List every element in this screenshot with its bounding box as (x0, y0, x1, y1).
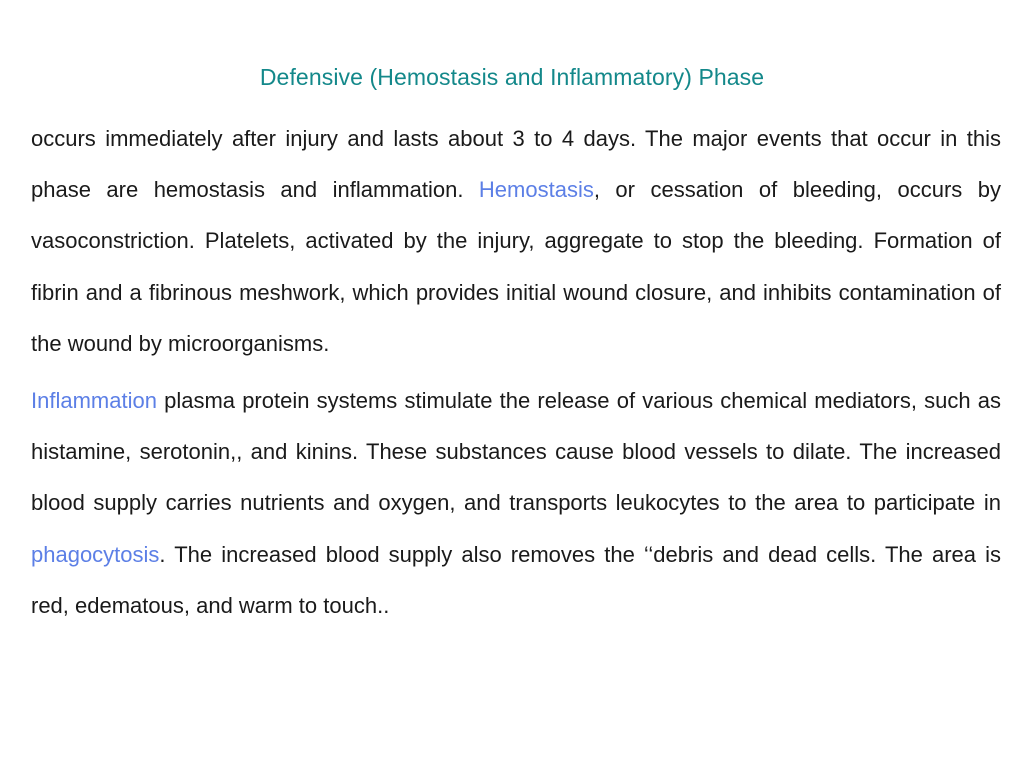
hemostasis-term[interactable]: Hemostasis (478, 177, 594, 203)
phagocytosis-term[interactable]: phagocytosis (31, 541, 160, 567)
slide-title: Defensive (Hemostasis and Inflammatory) Phase (259, 64, 765, 90)
paragraph1-text-part1: occurs immediately after injury and lasts about 3 to 4 days. The major events that occur in this phase are hemostasis and inflammation. (31, 126, 1001, 203)
paragraph2-text-part1: plasma protein systems stimulate the release of various chemical mediators, such as histamine, serotonin,, and kinins. These substances cause blood vessels to dilate. The increased blood supply carries nutrients and oxygen, and transports leukocytes to the area to participate in (31, 388, 1001, 516)
paragraph-hemostasis (31, 113, 1001, 369)
paragraph2-text-part2: . The increased blood supply also removes the ‘‘debris and dead cells. The area is red, edematous, and warm to touch.. (31, 541, 1001, 618)
inflammation-term[interactable]: Inflammation (31, 388, 157, 413)
paragraph1-text-part2: , or cessation of bleeding, occurs by vasoconstriction. Platelets, activated by the injury, aggregate to stop the bleeding. Formation of fibrin and a fibrinous meshwork, which provides initial wound closure, and inhibits contamination of the wound by microorganisms. (31, 177, 1001, 356)
paragraph-inflammation (31, 375, 1001, 631)
